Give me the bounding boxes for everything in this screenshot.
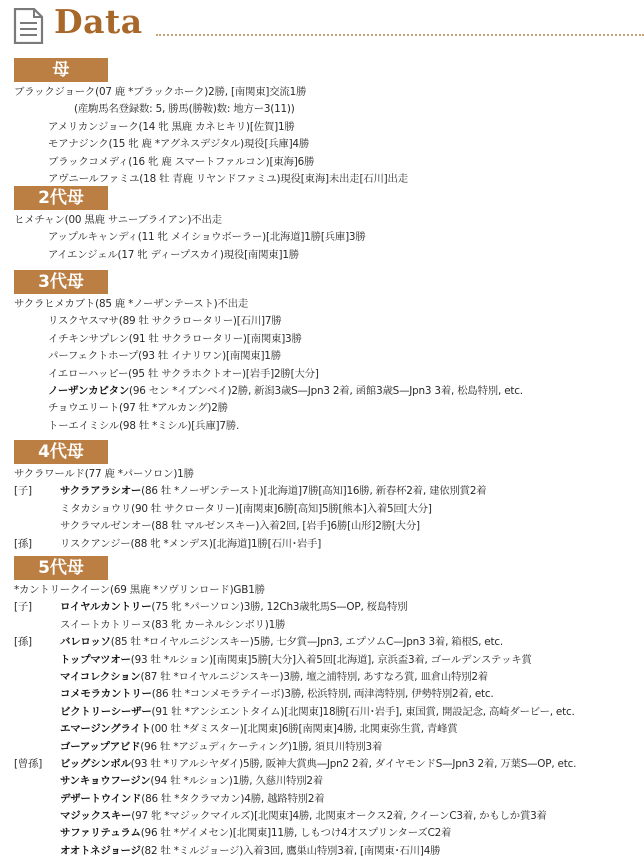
pedigree-line <box>0 313 644 330</box>
horse-record <box>48 313 281 330</box>
pedigree-line <box>0 617 644 634</box>
pedigree-line <box>0 466 644 483</box>
horse-details: アイエンジェル(17 牝 ディープスカイ)現役[南関東]1勝 <box>48 248 299 261</box>
section-5th-dam <box>0 556 644 860</box>
horse-record <box>48 383 523 400</box>
pedigree-line <box>0 634 644 651</box>
section-3rd-dam <box>0 270 644 435</box>
horse-record <box>60 652 532 669</box>
horse-record <box>14 582 265 599</box>
stakes-horse-name: デザートウインド <box>60 792 142 805</box>
stakes-horse-name: バレロッソ <box>60 636 111 649</box>
stakes-horse-name: マジックスキー <box>60 810 132 823</box>
pedigree-line <box>0 669 644 686</box>
horse-details: ミタカショウリ(90 牡 サクロータリー)[南関東]6勝[高知]5勝[熊本]入着5回[大分] <box>60 502 432 515</box>
generation-label: 母 <box>14 58 108 82</box>
horse-record <box>48 400 228 417</box>
pedigree-line <box>0 483 644 500</box>
horse-record <box>48 331 302 348</box>
horse-record <box>48 366 319 383</box>
horse-details: (82 牡 *ミルジョージ)入着3回, 鷹巣山特別3着, [南関東･石川]4勝 <box>140 844 441 857</box>
pedigree-line <box>0 773 644 790</box>
horse-details: ブラックコメディ(16 牝 鹿 スマートファルコン)[東海]6勝 <box>48 155 315 168</box>
page-title: Data <box>54 2 143 41</box>
horse-record <box>14 212 222 229</box>
pedigree-line <box>0 536 644 553</box>
horse-details: トーエイミシル(98 牡 *ミシル)[兵庫]7勝. <box>48 419 240 432</box>
pedigree-line <box>0 84 644 101</box>
horse-details: (75 牝 *パーソロン)3勝, 12Ch3歳牝馬S—OP, 桜島特別 <box>151 601 408 614</box>
title-divider <box>156 34 644 36</box>
horse-details: (産駒馬名登録数: 5, 勝馬(勝鞍)数: 地方ー3(11)) <box>74 103 295 116</box>
section-4th-dam <box>0 440 644 553</box>
horse-details: *カントリークイーン(69 黒鹿 *ソヴリンロード)GB1勝 <box>14 584 265 596</box>
horse-record <box>60 721 458 738</box>
horse-details: ヒメチャン(00 黒鹿 サニーブライアン)不出走 <box>14 214 222 226</box>
pedigree-line <box>0 721 644 738</box>
pedigree-lines <box>0 212 644 264</box>
horse-record <box>60 843 440 860</box>
pedigree-line <box>0 791 644 808</box>
pedigree-line <box>0 843 644 860</box>
horse-details: (93 牡 *リアルシヤダイ)5勝, 阪神大賞典—Jpn2 2着, ダイヤモンドS—Jpn3 2着, 万葉S—OP, etc. <box>130 757 577 770</box>
horse-details: モアナジンク(15 牝 鹿 *アグネスデジタル)現役[兵庫]4勝 <box>48 138 310 151</box>
horse-record <box>60 617 285 634</box>
horse-record <box>48 136 309 153</box>
stakes-horse-name: サクラアラシオー <box>60 485 142 498</box>
horse-details: (85 牡 *ロイヤルニジンスキー)5勝, 七夕賞—Jpn3, エプソムC—Jpn3 3着, 箱根S, etc. <box>110 636 503 649</box>
horse-record <box>60 634 503 651</box>
horse-record <box>60 669 488 686</box>
pedigree-line <box>0 296 644 313</box>
horse-details: リスクアンジー(88 牝 *メンデス)[北海道]1勝[石川･岩手] <box>60 537 322 550</box>
horse-record <box>60 773 323 790</box>
horse-record <box>60 599 407 616</box>
horse-details: (91 牡 *アンシエントタイム)[北関東]18勝[石川･岩手], 東国賞, 開設記念, 高崎ダービー, etc. <box>151 705 575 718</box>
pedigree-line <box>0 501 644 518</box>
relation-tag: [子] <box>14 601 32 614</box>
pedigree-line <box>0 518 644 535</box>
pedigree-line <box>0 331 644 348</box>
horse-record <box>48 229 366 246</box>
horse-record <box>60 825 451 842</box>
relation-tag: [孫] <box>14 636 32 649</box>
pedigree-line <box>0 582 644 599</box>
horse-details: (97 牝 *マジックマイルズ)[北関東]4勝, 北関東オークス2着, クイーンC3着, かもしか賞3着 <box>131 810 547 823</box>
stakes-horse-name: エマージングライト <box>60 723 151 736</box>
pedigree-line <box>0 686 644 703</box>
stakes-horse-name: ロイヤルカントリー <box>60 601 152 614</box>
stakes-horse-name: オオトネジョージ <box>60 844 141 857</box>
horse-details: (93 牡 *ルション)[南関東]5勝[大分]入着5回[北海道], 京浜盃3着, ゴールデンステッキ賞 <box>130 653 532 666</box>
stakes-horse-name: ビクトリーシーザー <box>60 705 152 718</box>
horse-details: (87 牡 *ロイヤルニジンスキー)3勝, 壇之浦特別, あすなろ賞, 皿倉山特別2着 <box>140 670 489 683</box>
horse-details: アメリカンジョーク(14 牝 黒鹿 カネヒキリ)[佐賀]1勝 <box>48 120 295 133</box>
horse-record <box>74 101 295 118</box>
pedigree-line <box>0 247 644 264</box>
horse-record <box>60 808 547 825</box>
generation-label: 5代母 <box>14 556 108 580</box>
pedigree-line <box>0 825 644 842</box>
pedigree-line <box>0 119 644 136</box>
horse-record <box>60 518 420 535</box>
horse-record <box>14 296 248 313</box>
horse-details: パーフェクトホープ(93 牡 イナリワン)[南関東]1勝 <box>48 350 281 363</box>
horse-record <box>60 483 486 500</box>
stakes-horse-name: ビッグシンボル <box>60 757 131 770</box>
horse-details: (00 牡 *ダミスター)[北関東]6勝[南関東]4勝, 北関東弥生賞, 青峰賞 <box>150 723 458 736</box>
stakes-horse-name: サンキョウフージン <box>60 775 151 788</box>
generation-label: 4代母 <box>14 440 108 464</box>
pedigree-line <box>0 229 644 246</box>
horse-record <box>48 348 281 365</box>
pedigree-line <box>0 366 644 383</box>
horse-record <box>14 466 194 483</box>
stakes-horse-name: マイコレクション <box>60 670 141 683</box>
horse-details: サクラマルゼンオー(88 牡 マルゼンスキー)入着2回, [岩手]6勝[山形]2勝[大分] <box>60 520 420 533</box>
horse-record <box>48 247 299 264</box>
horse-record <box>60 536 321 553</box>
horse-record <box>48 119 295 136</box>
pedigree-line <box>0 704 644 721</box>
stakes-horse-name: トップマツオー <box>60 653 131 666</box>
pedigree-line <box>0 136 644 153</box>
section-2nd-dam <box>0 186 644 264</box>
relation-tag: [子] <box>14 485 32 498</box>
horse-record <box>14 84 306 101</box>
pedigree-line <box>0 212 644 229</box>
horse-details: (86 牡 *コンメモラテイーボ)3勝, 松浜特別, 両津湾特別, 伊勢特別2着, etc. <box>151 688 494 701</box>
horse-details: アップルキャンディ(11 牝 メイショウボーラー)[北海道]1勝[兵庫]3勝 <box>48 231 366 244</box>
pedigree-lines <box>0 296 644 435</box>
pedigree-line <box>0 739 644 756</box>
horse-details: (86 牡 *タクラマカン)4勝, 越路特別2着 <box>141 792 325 805</box>
stakes-horse-name: ノーザンカピタン <box>48 384 130 397</box>
page-header <box>8 2 636 44</box>
horse-record <box>60 756 576 773</box>
horse-details: リスクヤスマサ(89 牡 サクラロータリー)[石川]7勝 <box>48 315 282 328</box>
horse-details: ブラックジョーク(07 鹿 *ブラックホーク)2勝, [南関東]交流1勝 <box>14 86 307 98</box>
pedigree-line <box>0 756 644 773</box>
horse-details: (96 牡 *アジュディケーティング)1勝, 須貝川特別3着 <box>140 740 383 753</box>
horse-details: (94 牡 *ルション)1勝, 久慈川特別2着 <box>150 775 323 788</box>
generation-label: 2代母 <box>14 186 108 210</box>
pedigree-line <box>0 808 644 825</box>
horse-record <box>60 501 432 518</box>
horse-record <box>60 791 324 808</box>
horse-record <box>60 739 382 756</box>
pedigree-line <box>0 599 644 616</box>
stakes-horse-name: ゴーアップアビド <box>60 740 141 753</box>
horse-record <box>48 418 239 435</box>
horse-details: イエローハッピー(95 牡 サクラホクトオー)[岩手]2勝[大分] <box>48 367 319 380</box>
pedigree-line <box>0 652 644 669</box>
pedigree-lines <box>0 582 644 860</box>
horse-details: (96 牡 *ゲイメセン)[北関東]11勝, しもつけ4才スプリンターズC2着 <box>140 827 452 840</box>
horse-details: サクラヒメカブト(85 鹿 *ノーザンテースト)不出走 <box>14 298 249 310</box>
horse-record <box>48 154 314 171</box>
horse-details: (86 牡 *ノーザンテースト)[北海道]7勝[高知]16勝, 新春杯2着, 建依別賞2着 <box>141 485 487 498</box>
horse-record <box>60 704 575 721</box>
relation-tag: [孫] <box>14 537 32 550</box>
pedigree-line <box>0 154 644 171</box>
horse-details: チョウエリート(97 牡 *アルカング)2勝 <box>48 402 228 415</box>
horse-details: (96 セン *イブンベイ)2勝, 新潟3歳S—Jpn3 2着, 函館3歳S—Jpn3 3着, 松島特別, etc. <box>129 384 523 397</box>
pedigree-line <box>0 418 644 435</box>
generation-label: 3代母 <box>14 270 108 294</box>
document-icon <box>12 8 44 44</box>
pedigree-line <box>0 400 644 417</box>
horse-details: スイートカトリーヌ(83 牝 カーネルシンボリ)1勝 <box>60 618 286 631</box>
pedigree-line <box>0 348 644 365</box>
horse-details: サクラワールド(77 鹿 *パーソロン)1勝 <box>14 468 194 480</box>
section-dam <box>0 58 644 188</box>
stakes-horse-name: サファリテュラム <box>60 827 141 840</box>
relation-tag: [曾孫] <box>14 757 43 770</box>
pedigree-line <box>0 383 644 400</box>
pedigree-line <box>0 101 644 118</box>
horse-details: アヴニールファミユ(18 牡 青鹿 リヤンドファミユ)現役[東海]未出走[石川]出走 <box>48 172 408 185</box>
horse-record <box>60 686 494 703</box>
pedigree-lines <box>0 84 644 188</box>
stakes-horse-name: コメモラカントリー <box>60 688 152 701</box>
pedigree-lines <box>0 466 644 553</box>
horse-details: イチキンサプレン(91 牡 サクラロータリー)[南関東]3勝 <box>48 332 302 345</box>
